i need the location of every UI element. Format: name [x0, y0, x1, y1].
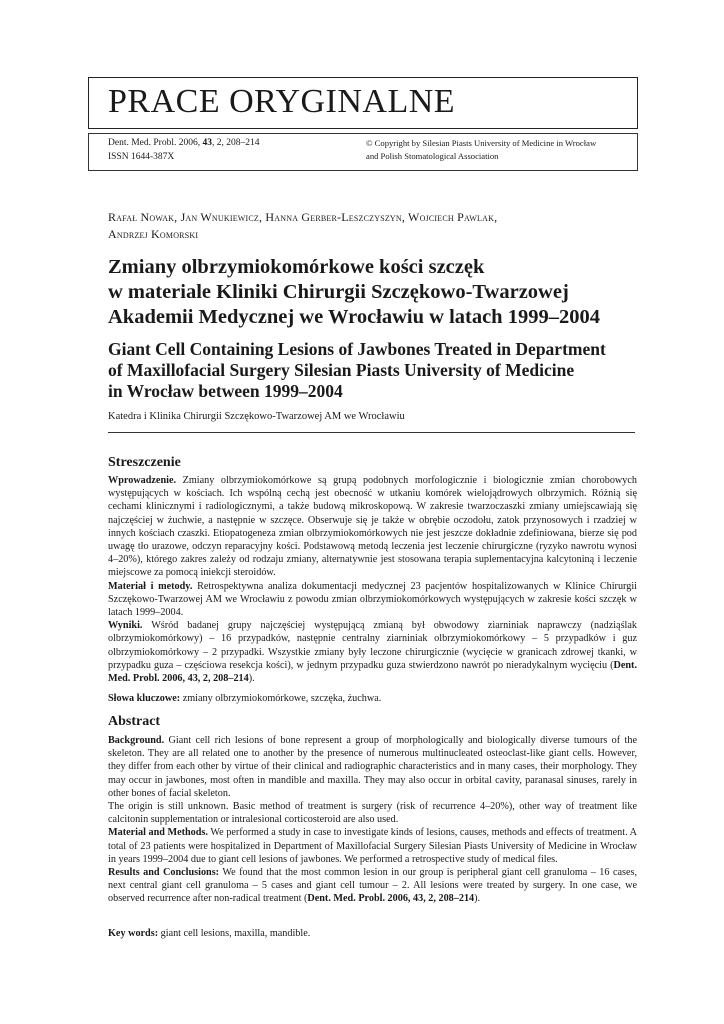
- copyright-line-2: and Polish Stomatological Association: [366, 150, 499, 161]
- results-end: ).: [474, 893, 481, 905]
- results-label: Results and Conclusions:: [108, 867, 220, 879]
- abstract-methods: [108, 826, 637, 866]
- abstract-keywords: [108, 927, 637, 940]
- title-english-line: in Wrocław between 1999–2004: [108, 381, 343, 401]
- title-polish: [108, 255, 633, 330]
- methods-label: Material and Methods.: [108, 827, 208, 839]
- streszczenie-intro: [108, 474, 637, 580]
- citation-block: [108, 136, 259, 164]
- title-english-line: of Maxillofacial Surgery Silesian Piasts University of Medicine: [108, 360, 575, 380]
- results-text: Wśród badanej grupy najczęściej występującą zmianą był obwodowy ziarniniak naprawczy (nadziąślak olbrzymiokomórkowy) – 16 przypadków, następnie centralny ziarniniak olbrzymiokomórkowy – 5 przypadków i guz olbrzymiokomórkowy – 2 przypadki. Wszystkie zmiany były leczone chirurgicznie (wycięcie w granicach zdrowej tkanki, w przypadku guza – częściowa resekcja kości), w jednym przypadku guza stwierdzono nawrót po nieradykalnym wycięciu (: [108, 620, 637, 671]
- streszczenie-heading: Streszczenie: [108, 455, 181, 470]
- methods-text: We performed a study in case to investigate kinds of lesions, causes, methods and effects of treatment. A total of 23 patients were hospitalized in Department of Maxillofacial Surgery Silesian Piasts University of Medicine in Wrocław in years 1999–2004 due to giant cell lesions of jawbones. We performed a retrospective study of medical files.: [108, 827, 638, 865]
- copyright-block: [366, 137, 634, 162]
- divider: [108, 432, 635, 433]
- keywords-label: Słowa kluczowe:: [108, 693, 181, 704]
- title-english: [108, 339, 633, 402]
- streszczenie-keywords: [108, 692, 637, 705]
- streszczenie-results: [108, 619, 637, 685]
- citation-suffix: , 2, 208–214: [211, 138, 260, 148]
- citation-line: [108, 136, 259, 150]
- background-text: Giant cell rich lesions of bone represent a group of morphologically and biologically diverse tumours of the skeleton. They are all related one to another by the presence of numerous multinucleated osteoclast-like giant cells. However, they differ from each other by virtue of their clinical and radiographic characteristics and in many cases, their morphology. They may occur in jawbones, most often in mandible and maxilla. They may also occur in orbital cavity, paranasal sinuses, rarely in other bones of facial skeleton.: [108, 735, 637, 799]
- abstract-background: [108, 734, 637, 800]
- section-title: PRACE ORYGINALNE: [108, 83, 456, 120]
- methods-label: Materiał i metody.: [108, 580, 193, 592]
- abstract-heading: Abstract: [108, 714, 161, 729]
- keywords-text: giant cell lesions, maxilla, mandible.: [158, 928, 311, 939]
- background-label: Background.: [108, 735, 165, 746]
- abstract-body: [108, 734, 637, 906]
- affiliation: Katedra i Klinika Chirurgii Szczękowo-Twarzowej AM we Wrocławiu: [108, 411, 405, 422]
- authors-line-1: Rafał Nowak, Jan Wnukiewicz, Hanna Gerber-Leszczyszyn, Wojciech Pawlak,: [108, 210, 498, 224]
- keywords-text: zmiany olbrzymiokomórkowe, szczęka, żuchwa.: [180, 693, 382, 704]
- citation-volume: 43: [202, 138, 212, 148]
- methods-text: Retrospektywna analiza dokumentacji medycznej 23 pacjentów hospitalizowanych w Klinice Chirurgii Szczękowo-Twarzowej AM we Wrocławiu z powodu zmian olbrzymiokomórkowych występujących w zakresie kości szczęk w latach 1999–2004.: [108, 580, 638, 619]
- results-label: Wyniki.: [108, 620, 143, 632]
- title-polish-line: w materiale Kliniki Chirurgii Szczękowo-Twarzowej: [108, 281, 569, 303]
- issn: ISSN 1644-387X: [108, 152, 175, 162]
- streszczenie-methods: [108, 580, 637, 620]
- results-end: ).: [248, 673, 255, 685]
- keywords-label: Key words:: [108, 928, 159, 939]
- authors: [108, 209, 633, 243]
- intro-text: Zmiany olbrzymiokomórkowe są grupą podobnych morfologicznie i biologicznie zmian chorobowych występujących w kościach. Ich wspólną cechą jest obecność w utkaniu komórek wielojądrowych olbrzymich. Różnią się cechami klinicznymi i radiologicznymi, a także budową mikroskopową. W zakresie twarzoczaszki zmiany umiejscawiają się najczęściej w żuchwie, a następnie w szczęce. Obserwuje się je także w obrębie oczodołu, zatok przynosowych i rzadziej w innych kościach czaszki. Etiopatogeneza zmian olbrzymiokomórkowych nie jest jeszcze dokładnie zdefiniowana, bierze się pod uwagę tło urazowe, odczyn reparacyjny kości. Podstawową metodą leczenia jest leczenie chirurgiczne (ryzyko nawrotu wynosi 4–20%), którego zakres zależy od rodzaju zmiany, alternatywnie jest stosowana terapia suplementacyjna kalcytoniną i leczenie miejscowe za pomocą iniekcji steroidów.: [108, 475, 637, 579]
- title-english-line: Giant Cell Containing Lesions of Jawbones Treated in Department: [108, 339, 606, 359]
- title-polish-line: Zmiany olbrzymiokomórkowe kości szczęk: [108, 256, 485, 278]
- intro-label: Wprowadzenie.: [108, 475, 177, 486]
- abstract-results: [108, 866, 637, 906]
- abstract-background-2: The origin is still unknown. Basic method of treatment is surgery (risk of recurrence 4–20%), other way of treatment like calcitonin supplementation or intralesional corticosteroid are also used.: [108, 801, 637, 826]
- results-text: We found that the most common lesion in our group is peripheral giant cell granuloma – 16 cases, next central giant cell granuloma – 5 cases and giant cell tumour – 2. All lesions were treated by surgery. In one case, we observed recurrence after non-radical treatment (: [108, 867, 637, 905]
- streszczenie-body: [108, 474, 637, 685]
- copyright-line-1: © Copyright by Silesian Piasts University of Medicine in Wrocław: [366, 138, 597, 148]
- authors-line-2: Andrzej Komorski: [108, 227, 199, 241]
- citation-prefix: Dent. Med. Probl. 2006,: [108, 138, 203, 148]
- title-polish-line: Akademii Medycznej we Wrocławiu w latach 1999–2004: [108, 306, 600, 328]
- results-citation: Dent. Med. Probl. 2006, 43, 2, 208–214: [307, 893, 475, 905]
- results-citation: Dent. Med. Probl. 2006, 43, 2, 208–214: [108, 659, 637, 685]
